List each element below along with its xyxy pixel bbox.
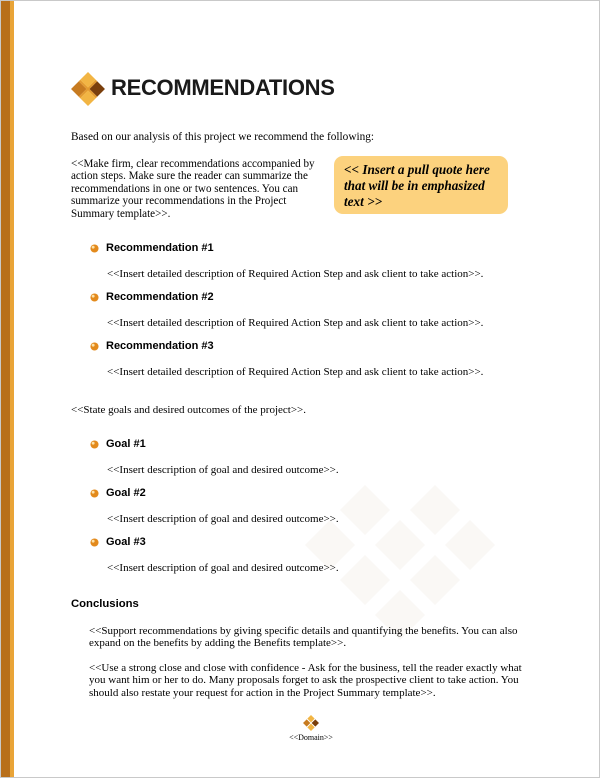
recommendation-label: Recommendation #2 (106, 291, 214, 303)
recommendation-description: <<Insert detailed description of Required Action Step and ask client to take action>>. (107, 268, 484, 280)
conclusions-paragraph (89, 662, 529, 699)
instruction-line: recommendations in one or two sentences. You can (71, 182, 299, 195)
recommendation-item (90, 242, 214, 254)
recommendation-label: Recommendation #3 (106, 340, 214, 352)
goal-item (90, 438, 146, 450)
orange-ball-bullet-icon (90, 244, 99, 253)
intro-text: Based on our analysis of this project we recommend the following: (71, 131, 375, 143)
orange-ball-bullet-icon (90, 489, 99, 498)
goal-label: Goal #2 (106, 487, 146, 499)
pull-quote-line: text >> (344, 194, 383, 209)
instruction-line: summarize your recommendations in the Project (71, 195, 287, 208)
orange-ball-bullet-icon (90, 538, 99, 547)
instruction-line: <<Make firm, clear recommendations accompanied by (71, 158, 315, 170)
pull-quote-line: << Insert a pull quote here (344, 162, 490, 177)
recommendation-description: <<Insert detailed description of Required Action Step and ask client to take action>>. (107, 366, 484, 378)
conclusions-line: <<Support recommendations by giving specific details and quantifying the benefits. You can also (89, 625, 518, 637)
goal-item (90, 536, 146, 548)
conclusions-line: you want him or her to do. Many proposals forget to ask the prospective client to take action. You (89, 674, 519, 687)
goal-description: <<Insert description of goal and desired outcome>>. (107, 513, 339, 525)
conclusions-line: should also restate your request for action in the Project Summary template>>. (89, 686, 436, 699)
goal-description: <<Insert description of goal and desired outcome>>. (107, 464, 339, 476)
goal-description: <<Insert description of goal and desired outcome>>. (107, 562, 339, 574)
orange-ball-bullet-icon (90, 440, 99, 449)
recommendation-description: <<Insert detailed description of Required Action Step and ask client to take action>>. (107, 317, 484, 329)
recommendation-item (90, 291, 214, 303)
pull-quote-line: that will be in emphasized (344, 178, 485, 193)
page-title: RECOMMENDATIONS (111, 75, 335, 100)
instruction-line: action steps. Make sure the reader can summarize the (71, 170, 308, 183)
woven-diamond-logo-icon (303, 715, 319, 731)
recommendation-item (90, 340, 214, 352)
orange-ball-bullet-icon (90, 342, 99, 351)
goal-item (90, 487, 146, 499)
orange-ball-bullet-icon (90, 293, 99, 302)
conclusions-heading: Conclusions (71, 598, 139, 610)
goals-intro-text: <<State goals and desired outcomes of the project>>. (71, 404, 306, 416)
side-accent-bar-dark (1, 1, 10, 777)
goal-label: Goal #1 (106, 438, 146, 450)
side-accent-bar-light (10, 1, 14, 777)
conclusions-paragraph (89, 625, 529, 650)
recommendation-label: Recommendation #1 (106, 242, 214, 254)
pull-quote-box (334, 156, 508, 214)
instruction-line: Summary template>>. (71, 207, 171, 220)
conclusions-line: expand on the benefits by adding the Benefits template>>. (89, 637, 347, 650)
goal-label: Goal #3 (106, 536, 146, 548)
instruction-paragraph (71, 158, 321, 220)
conclusions-line: <<Use a strong close and close with confidence - Ask for the business, tell the reader exactly what (89, 662, 522, 674)
woven-diamond-watermark (290, 470, 510, 640)
footer-domain: <<Domain>> (289, 733, 333, 742)
woven-diamond-logo-icon (71, 72, 105, 106)
